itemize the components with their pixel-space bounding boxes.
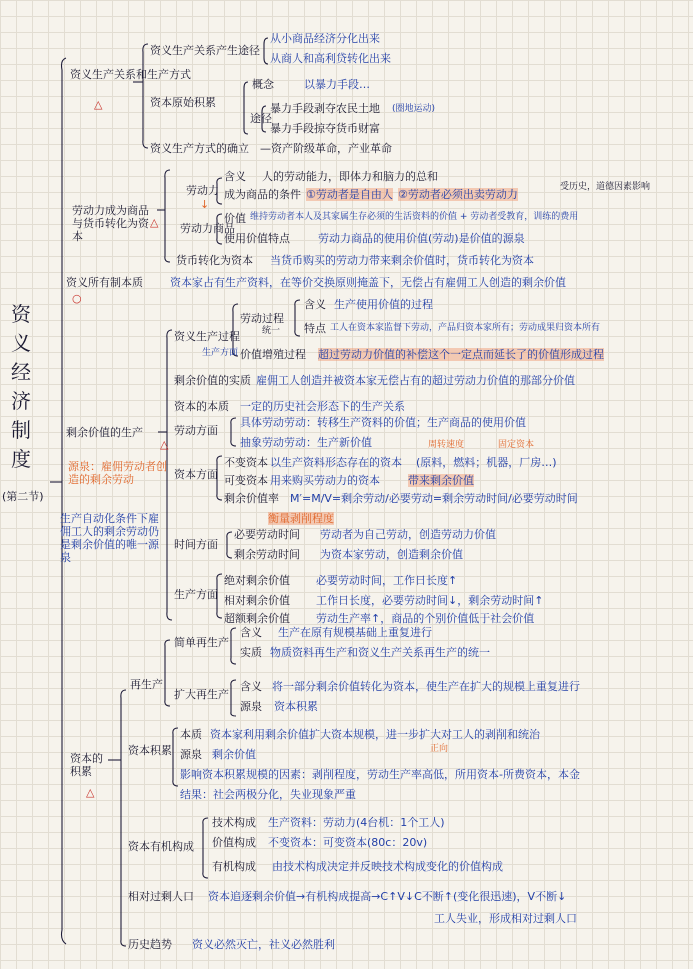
s4-gc-ts-v: 工人在资本家监督下劳动，产品归资本家所有；劳动成果归资本所有: [330, 323, 601, 333]
s5-js-v: 生产资料：劳动力(4台机：1个工人): [268, 816, 445, 829]
s5-gs-v: 资本追逐剩余价值→有机构成提高→C↑V↓C不断↑(变化很迅速)，V不断↓: [208, 890, 567, 903]
s2-sy-v: 劳动力商品的使用价值(劳动)是价值的源泉: [318, 232, 525, 245]
s2-ldl: 劳动力: [186, 184, 219, 197]
s5-jd-sz: 实质: [240, 646, 262, 659]
s5-jd-hy-v: 生产在原有规模基础上重复进行: [278, 626, 432, 639]
s5-note: 正向: [430, 744, 449, 754]
s2-tj1: ①劳动者是自由人: [306, 188, 393, 201]
s1b-t2: 暴力手段掠夺货币财富: [270, 122, 380, 135]
s5-jd-hy: 含义: [240, 626, 262, 639]
s4-gc-ti: 统一: [262, 326, 281, 336]
s4-gc-hy: 含义: [304, 298, 326, 311]
s5-kd-hy-v: 将一部分剩余价值转化为资本，使生产在扩大的规模上重复进行: [272, 680, 580, 693]
s4-sy-v: 雇佣工人创造并被资本家无偿占有的超过劳动力价值的那部分价值: [256, 374, 575, 387]
s1b-gai: 概念: [252, 78, 274, 91]
s4-gc-hy-v: 生产使用价值的过程: [334, 298, 433, 311]
s4-gc-sub: 生产方面: [202, 348, 239, 358]
s4-sl-v: M′=M/V=剩余劳动/必要劳动=剩余劳动时间/必要劳动时间: [290, 492, 578, 505]
s4-kb-n: 带来剩余价值: [408, 474, 474, 487]
s5-ly: 源泉: [180, 748, 202, 761]
s1a-head: 资义生产关系产生途径: [150, 44, 260, 57]
s5-kd-ly: 源泉: [240, 700, 262, 713]
s1c-head: 资义生产方式的确立: [150, 142, 249, 155]
s4-zz: 价值增殖过程: [240, 348, 306, 361]
s4-bz-v: 一定的历史社会形态下的生产关系: [240, 400, 405, 413]
s1c-v: —资产阶级革命，产业革命: [260, 142, 392, 155]
s5-gs-v2: 工人失业，形成相对过剩人口: [434, 912, 577, 925]
s5-yjg: 有机构成: [212, 860, 256, 873]
s2-sy: 使用价值特点: [224, 232, 290, 245]
s4-note-o: 源泉：雇佣劳动者创造的剩余劳动: [68, 460, 167, 486]
triangle-icon: △: [150, 216, 159, 229]
s2-jz: 价值: [224, 212, 246, 225]
s4-sj1: 必要劳动时间: [234, 528, 300, 541]
s5-jl: 资本积累: [128, 744, 172, 757]
arrow-down-icon: ↓: [200, 198, 210, 211]
s4-zz-v: 超过劳动力价值的补偿这个一定点而延长了的价值形成过程: [318, 348, 604, 361]
s4-sc3: 超额剩余价值: [224, 612, 290, 625]
s4-sj: 时间方面: [174, 538, 218, 551]
s2-tj2: ②劳动者必须出卖劳动力: [398, 188, 518, 201]
s4-note-a: 周转速度: [428, 440, 465, 450]
s5-jzg-v: 不变资本：可变资本(80c：20v): [268, 836, 428, 849]
s4-sc3-v: 劳动生产率↑，商品的个别价值低于社会价值: [316, 612, 535, 625]
s1a-item2: 从商人和高利贷转化出来: [270, 52, 391, 65]
s4-ld: 劳动方面: [174, 424, 218, 437]
s4-sc1: 绝对剩余价值: [224, 574, 290, 587]
s4-sc2: 相对剩余价值: [224, 594, 290, 607]
triangle-icon: △: [160, 438, 169, 451]
s2-hy: 含义: [224, 170, 246, 183]
s3-head: 资义所有制本质: [66, 276, 143, 289]
s5-qs: 历史趋势: [128, 938, 172, 951]
s2-hy-v: 人的劳动能力，即体力和脑力的总和: [262, 170, 438, 183]
s4-sl-n: 衡量剥削程度: [268, 512, 334, 525]
triangle-icon: △: [86, 786, 95, 799]
s5-kd-hy: 含义: [240, 680, 262, 693]
s1a-item1: 从小商品经济分化出来: [270, 32, 380, 45]
s4-sj1-v: 劳动者为自己劳动，创造劳动力价值: [320, 528, 496, 541]
s4-ld2: 抽象劳动劳动：生产新价值: [240, 436, 372, 449]
s4-note-b2: 固定资本: [498, 440, 535, 450]
s5-qs-v: 资义必然灭亡，社义必然胜利: [192, 938, 335, 951]
s2-jz-v: 维持劳动者本人及其家属生存必须的生活资料的价值 + 劳动者受教育，训练的费用: [250, 212, 579, 222]
s4-bb-n: (原料，燃料；机器，厂房…): [416, 456, 557, 469]
s2-hb-v: 当货币购买的劳动力带来剩余价值时，货币转化为资本: [270, 254, 534, 267]
circle-icon: ○: [72, 292, 82, 305]
s4-sc: 生产方面: [174, 588, 218, 601]
s4-sc1-v: 必要劳动时间，工作日长度↑: [316, 574, 458, 587]
s4-zb: 资本方面: [174, 468, 218, 481]
s5-bz: 本质: [180, 728, 202, 741]
s4-gc-lab: 劳动过程: [240, 312, 284, 325]
s4-bb-v: 以生产资料形态存在的资本: [270, 456, 402, 469]
s5-zsc: 再生产: [130, 678, 163, 691]
side-title: 资义经济制度: [11, 302, 31, 471]
s4-sy: 剩余价值的实质: [174, 374, 251, 387]
s1b-t1: 暴力手段剥夺农民土地: [270, 102, 380, 115]
s5-jg: 结果：社会两极分化，失业现象严重: [180, 788, 356, 801]
side-subtitle: (第二节): [2, 490, 44, 503]
s1b-head: 资本原始积累: [150, 96, 216, 109]
s4-ld1: 具体劳动劳动：转移生产资料的价值；生产商品的使用价值: [240, 416, 526, 429]
triangle-icon: △: [94, 98, 103, 111]
s4-sj2: 剩余劳动时间: [234, 548, 300, 561]
s4-sl: 剩余价值率: [224, 492, 279, 505]
s4-sj2-v: 为资本家劳动，创造剩余价值: [320, 548, 463, 561]
s4-bb: 不变资本: [224, 456, 268, 469]
s5-bz-v: 资本家利用剩余价值扩大资本规模，进一步扩大对工人的剥削和统治: [210, 728, 540, 741]
s5-kd: 扩大再生产: [174, 688, 229, 701]
s2-sp: 劳动力商品: [180, 222, 235, 235]
s5-jzg: 价值构成: [212, 836, 256, 849]
s4-note-b: 生产自动化条件下雇佣工人的剩余劳动仍是剩余价值的唯一源泉: [60, 512, 159, 564]
s5-ly-v: 剩余价值: [212, 748, 256, 761]
s5-yx: 影响资本积累规模的因素：剥削程度，劳动生产率高低，所用资本-所费资本，本金: [180, 768, 580, 781]
s2-hb: 货币转化为资本: [176, 254, 253, 267]
s2-note: 受历史，道德因素影响: [560, 182, 651, 192]
s5-head: 资本的积累: [70, 752, 103, 778]
s4-sc2-v: 工作日长度，必要劳动时间↓，剩余劳动时间↑: [316, 594, 544, 607]
s4-gc-ts: 特点: [304, 322, 326, 335]
s5-js: 技术构成: [212, 816, 256, 829]
s4-bz: 资本的本质: [174, 400, 229, 413]
s5-jd-sz-v: 物质资料再生产和资义生产关系再生产的统一: [270, 646, 490, 659]
s5-jd: 简单再生产: [174, 636, 229, 649]
s4-kb-v: 用来购买劳动力的资本: [270, 474, 380, 487]
s5-kd-ly-v: 资本积累: [274, 700, 318, 713]
s1b-t1-note: (圈地运动): [392, 104, 436, 114]
s1b-tu: 途径: [250, 112, 272, 125]
s4-head: 剩余价值的生产: [66, 426, 143, 439]
s1-head: 资义生产关系和生产方式: [70, 68, 191, 81]
s4-gc: 资义生产过程: [174, 330, 240, 343]
s3-v: 资本家占有生产资料，在等价交换原则掩盖下，无偿占有雇佣工人创造的剩余价值: [170, 276, 566, 289]
s5-yj: 资本有机构成: [128, 840, 194, 853]
s5-gs: 相对过剩人口: [128, 890, 194, 903]
s2-tj: 成为商品的条件: [224, 188, 301, 201]
s4-kb: 可变资本: [224, 474, 268, 487]
s5-yjg-v: 由技术构成决定并反映技术构成变化的价值构成: [272, 860, 503, 873]
s2-head: 劳动力成为商品与货币转化为资本: [72, 204, 149, 243]
s1b-gai-v: 以暴力手段…: [304, 78, 370, 91]
